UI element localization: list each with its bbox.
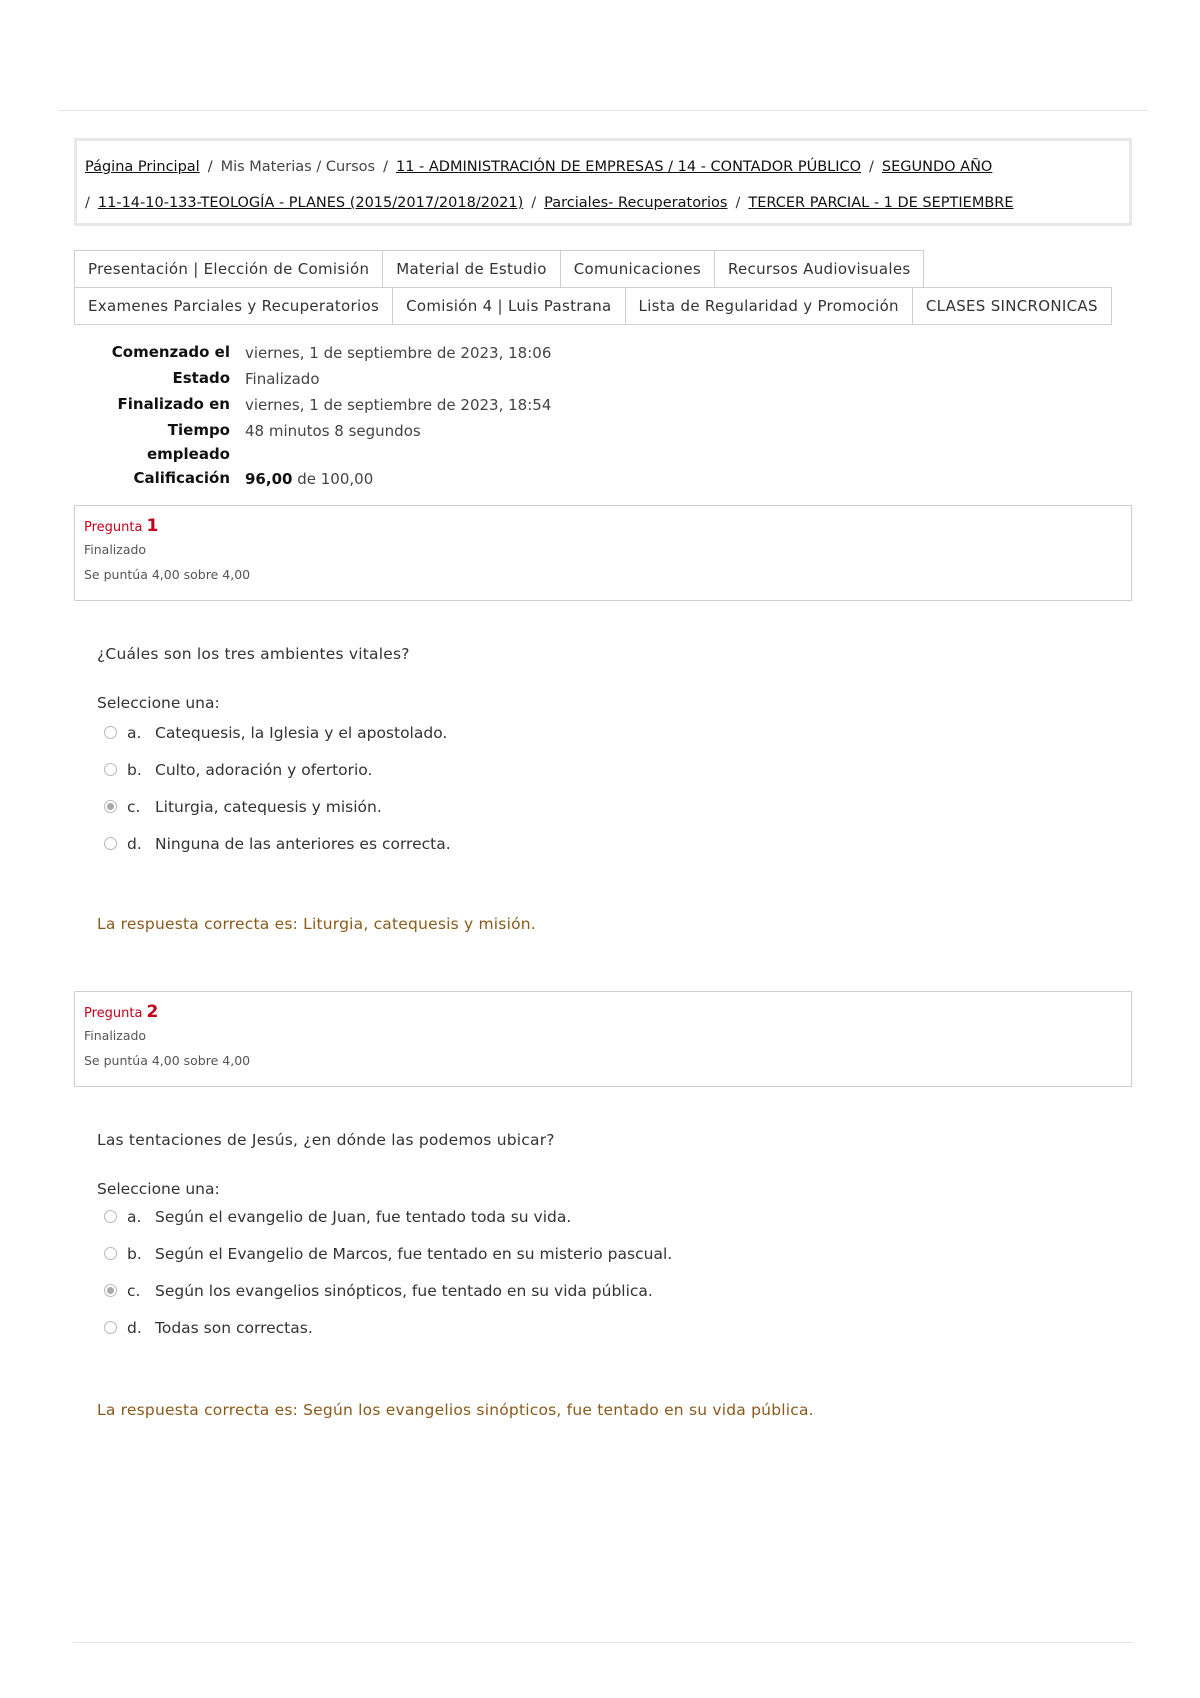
tab-presentacion[interactable]: Presentación | Elección de Comisión (74, 250, 383, 288)
tab-examenes[interactable]: Examenes Parciales y Recuperatorios (74, 287, 393, 325)
bottom-divider (73, 1642, 1133, 1643)
answer-option[interactable] (104, 751, 451, 788)
answer-option[interactable] (104, 1235, 672, 1272)
answer-option[interactable] (104, 788, 451, 825)
time-label-line2: empleado (146, 445, 230, 463)
breadcrumb-course-link[interactable]: 11-14-10-133-TEOLOGÍA - PLANES (2015/2017/2018/2021) (97, 195, 524, 211)
answer-letter: c. (127, 1281, 141, 1300)
tab-lista-regularidad[interactable]: Lista de Regularidad y Promoción (625, 287, 913, 325)
question-1-correct-answer: La respuesta correcta es: Liturgia, catequesis y misión. (97, 915, 536, 933)
question-1-answers (104, 714, 451, 862)
time-value: 48 minutos 8 segundos (245, 422, 421, 440)
started-label: Comenzado el (111, 343, 230, 361)
tab-recursos-audiovisuales[interactable]: Recursos Audiovisuales (714, 250, 924, 288)
answer-letter: a. (127, 1207, 142, 1226)
question-1-info (74, 505, 1132, 601)
radio-button[interactable] (104, 1247, 117, 1260)
answer-letter: a. (127, 723, 142, 742)
answer-text: Culto, adoración y ofertorio. (155, 760, 373, 779)
answer-option[interactable] (104, 1198, 672, 1235)
radio-button[interactable] (104, 837, 117, 850)
question-1-text: ¿Cuáles son los tres ambientes vitales? (97, 645, 410, 663)
breadcrumb-separator: / (207, 159, 213, 175)
question-2-text: Las tentaciones de Jesús, ¿en dónde las podemos ubicar? (97, 1131, 555, 1149)
grade-cell (244, 466, 552, 492)
breadcrumb-separator: / (735, 195, 741, 211)
question-1-title (84, 516, 1122, 536)
question-1-prompt: Seleccione una: (97, 694, 220, 712)
radio-button[interactable] (104, 763, 117, 776)
answer-option[interactable] (104, 825, 451, 862)
attempt-summary (74, 340, 674, 492)
question-2-info (74, 991, 1132, 1087)
breadcrumb (74, 138, 1132, 226)
answer-option[interactable] (104, 714, 451, 751)
radio-button-selected[interactable] (104, 1284, 117, 1297)
answer-text: Según los evangelios sinópticos, fue tentado en su vida pública. (155, 1281, 653, 1300)
question-number: 2 (146, 1002, 159, 1022)
answer-option[interactable] (104, 1272, 672, 1309)
breadcrumb-year-link[interactable]: SEGUNDO AÑO (881, 159, 993, 175)
state-value: Finalizado (245, 370, 320, 388)
started-value: viernes, 1 de septiembre de 2023, 18:06 (245, 344, 552, 362)
radio-button-selected[interactable] (104, 800, 117, 813)
question-state: Finalizado (84, 1028, 147, 1043)
answer-text: Catequesis, la Iglesia y el apostolado. (155, 723, 448, 742)
answer-text: Todas son correctas. (155, 1318, 313, 1337)
question-grade: Se puntúa 4,00 sobre 4,00 (84, 1053, 251, 1068)
time-label-line1: Tiempo (167, 421, 230, 439)
breadcrumb-separator: / (383, 159, 388, 175)
question-2-prompt: Seleccione una: (97, 1180, 220, 1198)
radio-button[interactable] (104, 1210, 117, 1223)
answer-letter: d. (127, 1318, 142, 1337)
breadcrumb-section-link[interactable]: Parciales- Recuperatorios (544, 195, 728, 211)
answer-option[interactable] (104, 1309, 672, 1346)
tab-material-estudio[interactable]: Material de Estudio (382, 250, 560, 288)
top-divider (58, 110, 1148, 111)
tab-row-1 (74, 250, 1134, 288)
breadcrumb-quiz-link[interactable]: TERCER PARCIAL - 1 DE SEPTIEMBRE (748, 195, 1014, 211)
breadcrumb-home-link[interactable]: Página Principal (85, 159, 200, 175)
breadcrumb-my-courses: Mis Materias / Cursos (220, 159, 376, 175)
question-2-answers (104, 1198, 672, 1346)
question-2-correct-answer: La respuesta correcta es: Según los evangelios sinópticos, fue tentado en su vida pública. (97, 1401, 814, 1419)
answer-letter: d. (127, 834, 142, 853)
breadcrumb-faculty-link[interactable]: 11 - ADMINISTRACIÓN DE EMPRESAS / 14 - CONTADOR PÚBLICO (395, 159, 862, 175)
course-tabs (74, 250, 1134, 325)
question-label: Pregunta (84, 1006, 143, 1021)
answer-letter: b. (127, 1244, 142, 1263)
tab-comunicaciones[interactable]: Comunicaciones (560, 250, 715, 288)
finished-value: viernes, 1 de septiembre de 2023, 18:54 (245, 396, 552, 414)
answer-letter: c. (127, 797, 141, 816)
question-2-title (84, 1002, 1122, 1022)
grade-suffix: de 100,00 (297, 470, 374, 488)
question-state: Finalizado (84, 542, 147, 557)
tab-clases-sincronicas[interactable]: CLASES SINCRONICAS (912, 287, 1112, 325)
question-number: 1 (146, 516, 159, 536)
state-label: Estado (172, 369, 230, 387)
tab-comision[interactable]: Comisión 4 | Luis Pastrana (392, 287, 625, 325)
answer-text: Liturgia, catequesis y misión. (155, 797, 382, 816)
finished-label: Finalizado en (117, 395, 230, 413)
grade-value: 96,00 (245, 470, 293, 488)
answer-text: Según el Evangelio de Marcos, fue tentado en su misterio pascual. (155, 1244, 673, 1263)
breadcrumb-separator: / (85, 195, 90, 211)
grade-label: Calificación (133, 469, 230, 487)
answer-text: Según el evangelio de Juan, fue tentado toda su vida. (155, 1207, 572, 1226)
tab-row-2 (74, 287, 1134, 325)
breadcrumb-separator: / (531, 195, 537, 211)
answer-text: Ninguna de las anteriores es correcta. (155, 834, 451, 853)
time-label (74, 418, 244, 466)
question-label: Pregunta (84, 520, 143, 535)
answer-letter: b. (127, 760, 142, 779)
question-grade: Se puntúa 4,00 sobre 4,00 (84, 567, 251, 582)
radio-button[interactable] (104, 1321, 117, 1334)
breadcrumb-separator: / (869, 159, 874, 175)
radio-button[interactable] (104, 726, 117, 739)
